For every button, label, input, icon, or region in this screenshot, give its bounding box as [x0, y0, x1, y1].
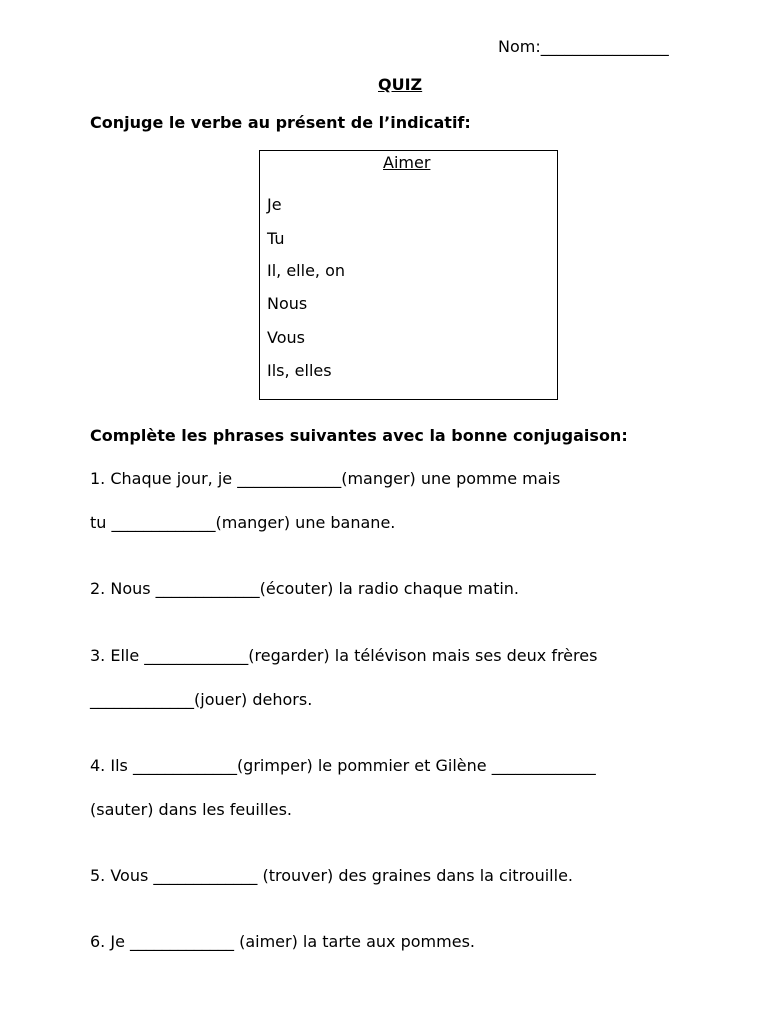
sentence-3a: 3. Elle _____________(regarder) la télévison mais ses deux frères — [90, 646, 598, 665]
pronoun-nous: Nous — [267, 294, 308, 313]
sentence-3b: _____________(jouer) dehors. — [90, 690, 313, 709]
quiz-title: QUIZ — [378, 75, 423, 94]
name-field-label: Nom:________________ — [498, 37, 669, 56]
completion-instruction: Complète les phrases suivantes avec la bonne conjugaison: — [90, 426, 628, 445]
verb-heading: Aimer — [383, 153, 431, 172]
pronoun-je: Je — [267, 195, 282, 214]
conjugation-instruction: Conjuge le verbe au présent de l’indicatif: — [90, 113, 471, 132]
sentence-5: 5. Vous _____________ (trouver) des graines dans la citrouille. — [90, 866, 573, 885]
sentence-1a: 1. Chaque jour, je _____________(manger) une pomme mais — [90, 469, 561, 488]
pronoun-vous: Vous — [267, 328, 305, 347]
sentence-4b: (sauter) dans les feuilles. — [90, 800, 292, 819]
pronoun-tu: Tu — [267, 229, 285, 248]
sentence-2: 2. Nous _____________(écouter) la radio chaque matin. — [90, 579, 520, 598]
pronoun-il-elle-on: Il, elle, on — [267, 261, 346, 280]
pronoun-ils-elles: Ils, elles — [267, 361, 332, 380]
sentence-1b: tu _____________(manger) une banane. — [90, 513, 396, 532]
sentence-6: 6. Je _____________ (aimer) la tarte aux pommes. — [90, 932, 475, 951]
sentence-4a: 4. Ils _____________(grimper) le pommier et Gilène _____________ — [90, 756, 596, 775]
